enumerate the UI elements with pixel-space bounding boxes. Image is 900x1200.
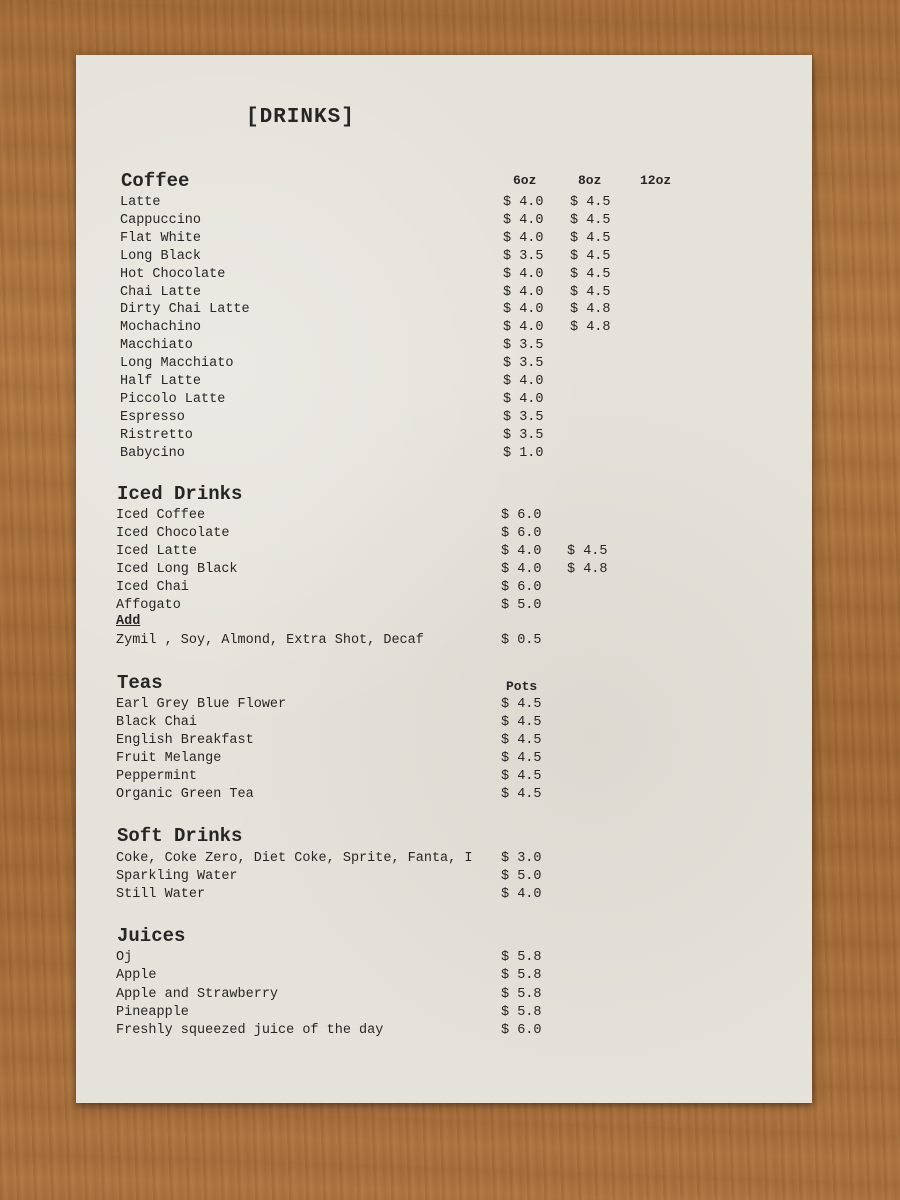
item-name: Apple: [116, 968, 157, 984]
item-price-6oz: $ 4.0: [503, 195, 544, 210]
item-name: Sparkling Water: [116, 869, 238, 884]
item-price-6oz: $ 4.0: [501, 543, 542, 559]
item-name: Black Chai: [116, 715, 198, 730]
menu-item-row: [116, 968, 676, 986]
menu-item-row: [116, 508, 676, 526]
menu-item-row: [116, 526, 676, 544]
item-name: Earl Grey Blue Flower: [116, 697, 287, 712]
item-price-6oz: $ 3.5: [503, 427, 544, 443]
menu-item-row: [116, 751, 676, 769]
menu-item-row: [116, 580, 676, 598]
menu-title: [DRINKS]: [246, 106, 355, 129]
item-price-8oz: $ 4.5: [570, 212, 611, 228]
item-name: Iced Chocolate: [116, 525, 230, 541]
menu-item-row: [116, 987, 676, 1005]
menu-item-row: [120, 320, 680, 338]
item-price: $ 4.5: [501, 697, 542, 712]
item-price: $ 5.8: [501, 986, 542, 1002]
soft-drinks-heading: Soft Drinks: [117, 825, 243, 847]
col-header-6oz: 6oz: [513, 173, 537, 188]
menu-item-row: [116, 1023, 676, 1041]
item-price-6oz: $ 3.5: [503, 338, 544, 354]
item-price-6oz: $ 3.5: [503, 409, 544, 425]
menu-item-row: [120, 374, 680, 392]
item-price-8oz: $ 4.8: [570, 320, 611, 336]
item-price: $ 6.0: [501, 1023, 542, 1039]
item-name: Mochachino: [120, 320, 202, 336]
item-price: $ 4.0: [501, 887, 542, 902]
iced-heading: Iced Drinks: [117, 483, 243, 505]
menu-item-row: [120, 338, 680, 356]
item-name: Babycino: [120, 445, 185, 461]
item-price: $ 5.0: [501, 869, 542, 884]
item-price-6oz: $ 4.0: [503, 374, 544, 389]
item-price-6oz: $ 6.0: [501, 525, 542, 541]
item-name: Half Latte: [120, 374, 202, 389]
item-price-6oz: $ 4.0: [503, 230, 544, 246]
add-ons-row: [116, 633, 596, 651]
item-price-8oz: $ 4.5: [570, 284, 611, 300]
menu-item-row: [120, 195, 680, 213]
item-name: Peppermint: [116, 769, 198, 784]
item-name: Iced Chai: [116, 579, 189, 595]
item-name: Cappuccino: [120, 212, 202, 228]
item-price-8oz: $ 4.5: [570, 230, 611, 246]
item-price: $ 4.5: [501, 733, 542, 748]
item-name: Chai Latte: [120, 284, 202, 300]
item-price: $ 3.0: [501, 851, 542, 866]
item-price-8oz: $ 4.5: [567, 543, 608, 559]
menu-item-row: [116, 562, 676, 580]
item-name: Latte: [120, 195, 161, 210]
item-price-6oz: $ 4.0: [503, 284, 544, 300]
item-price-6oz: $ 1.0: [503, 445, 544, 461]
menu-item-row: [120, 356, 680, 374]
item-price-8oz: $ 4.5: [570, 248, 611, 264]
item-name: Affogato: [116, 597, 181, 613]
item-price: $ 4.5: [501, 787, 542, 802]
item-name: Macchiato: [120, 338, 193, 354]
menu-item-row: [120, 392, 680, 410]
item-price: $ 4.5: [501, 769, 542, 784]
item-name: Iced Long Black: [116, 561, 238, 577]
item-price-6oz: $ 6.0: [501, 508, 542, 523]
col-header-pots: Pots: [506, 679, 538, 694]
menu-item-row: [116, 544, 676, 562]
item-price-6oz: $ 4.0: [503, 302, 544, 318]
item-name: Oj: [116, 950, 133, 965]
item-price: $ 4.5: [501, 715, 542, 730]
juices-heading: Juices: [117, 925, 186, 947]
item-price: $ 5.8: [501, 1004, 542, 1020]
item-name: Iced Coffee: [116, 508, 206, 523]
menu-item-row: [116, 869, 676, 887]
item-name: Flat White: [120, 230, 202, 246]
item-price-6oz: $ 4.0: [503, 266, 544, 282]
menu-item-row: [116, 715, 676, 733]
item-name: Hot Chocolate: [120, 266, 226, 282]
menu-item-row: [116, 787, 676, 805]
col-header-12oz: 12oz: [640, 173, 672, 188]
item-price: $ 5.8: [501, 968, 542, 984]
item-name: Espresso: [120, 409, 185, 425]
item-price-6oz: $ 5.0: [501, 597, 542, 613]
coffee-heading: Coffee: [121, 170, 190, 192]
menu-item-row: [120, 428, 680, 446]
item-price-6oz: $ 4.0: [501, 561, 542, 577]
item-price: $ 5.8: [501, 950, 542, 965]
menu-item-row: [120, 267, 680, 285]
menu-item-row: [116, 1005, 676, 1023]
menu-item-row: [116, 733, 676, 751]
item-price-8oz: $ 4.8: [567, 561, 608, 577]
item-name: Freshly squeezed juice of the day: [116, 1023, 384, 1039]
teas-heading: Teas: [117, 672, 163, 694]
menu-item-row: [116, 697, 676, 715]
item-name: Still Water: [116, 887, 206, 902]
menu-item-row: [116, 598, 676, 616]
menu-item-row: [120, 285, 680, 303]
menu-item-row: [116, 769, 676, 787]
item-price-8oz: $ 4.5: [570, 195, 611, 210]
item-price-8oz: $ 4.5: [570, 266, 611, 282]
item-price-6oz: $ 4.0: [503, 320, 544, 336]
item-price-6oz: $ 6.0: [501, 579, 542, 595]
add-ons-label: Add: [116, 614, 141, 629]
item-price: $ 4.5: [501, 751, 542, 766]
menu-item-row: [116, 950, 676, 968]
col-header-8oz: 8oz: [578, 173, 602, 188]
item-name: Ristretto: [120, 427, 193, 443]
item-name: Pineapple: [116, 1004, 189, 1020]
item-name: Long Black: [120, 248, 202, 264]
item-name: English Breakfast: [116, 733, 254, 748]
menu-item-row: [120, 231, 680, 249]
menu-item-row: [116, 887, 676, 905]
item-price-6oz: $ 4.0: [503, 212, 544, 228]
item-price-6oz: $ 3.5: [503, 248, 544, 264]
menu-item-row: [120, 213, 680, 231]
menu-item-row: [120, 249, 680, 267]
item-price-8oz: $ 4.8: [570, 302, 611, 318]
menu-paper: [76, 55, 812, 1103]
item-name: Apple and Strawberry: [116, 986, 279, 1002]
item-name: Coke, Coke Zero, Diet Coke, Sprite, Fanta, I: [116, 851, 473, 866]
item-price-6oz: $ 3.5: [503, 356, 544, 372]
item-name: Iced Latte: [116, 543, 198, 559]
item-price-6oz: $ 4.0: [503, 391, 544, 407]
menu-item-row: [120, 410, 680, 428]
menu-item-row: [116, 851, 676, 869]
add-ons-price: $ 0.5: [501, 633, 542, 648]
item-name: Dirty Chai Latte: [120, 302, 250, 318]
item-name: Piccolo Latte: [120, 391, 226, 407]
menu-item-row: [120, 302, 680, 320]
item-name: Fruit Melange: [116, 751, 222, 766]
item-name: Long Macchiato: [120, 356, 234, 372]
add-ons-items: Zymil , Soy, Almond, Extra Shot, Decaf: [116, 633, 424, 648]
item-name: Organic Green Tea: [116, 787, 254, 802]
menu-item-row: [120, 446, 680, 464]
